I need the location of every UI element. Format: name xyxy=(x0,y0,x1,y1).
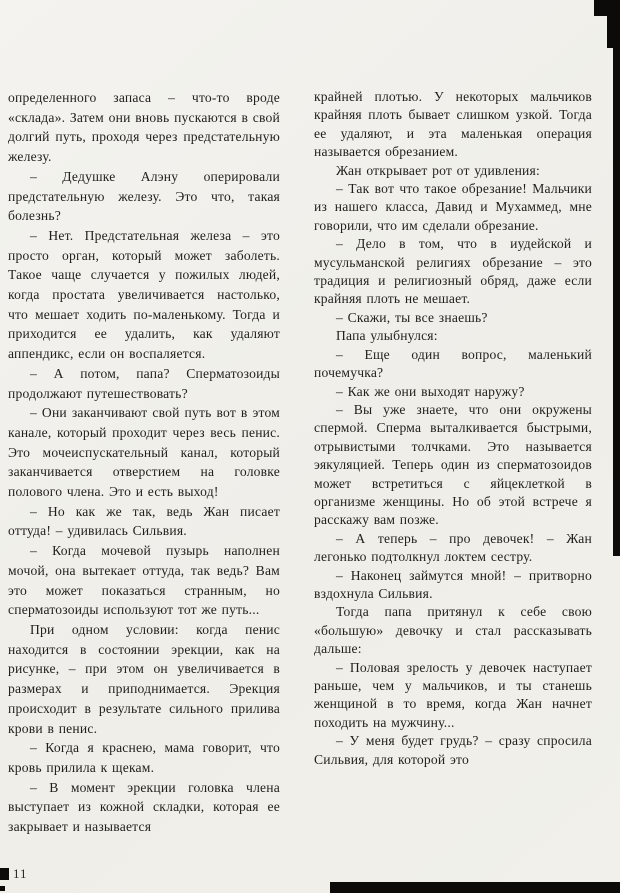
paragraph: – Дело в том, что в иудейской и мусульманской религиях обрезание – это традиция и религиозный обряд, даже если крайняя плоть не мешает. xyxy=(314,236,592,307)
paragraph: – А теперь – про девочек! – Жан легонько подтолкнул локтем сестру. xyxy=(314,530,592,565)
text-column-left xyxy=(8,88,280,837)
paragraph: – Когда я краснею, мама говорит, что кровь прилила к щекам. xyxy=(8,740,280,775)
paragraph: – Когда мочевой пузырь наполнен мочой, она вытекает оттуда, так ведь? Вам это может показаться странным, но сперматозоиды используют тот же путь... xyxy=(8,543,280,618)
scan-artifact-bottom-left-mark xyxy=(0,868,9,880)
paragraph: крайней плотью. У некоторых мальчиков крайняя плоть бывает слишком узкой. Тогда ее удаляют, и эта маленькая операция называется обрезанием. xyxy=(314,89,592,160)
paragraph: Жан открывает рот от удивления: xyxy=(336,162,540,178)
paragraph: – Еще один вопрос, маленький почемучка? xyxy=(314,346,592,381)
paragraph: – В момент эрекции головка члена выступает из кожной складки, которая ее закрывает и называется xyxy=(8,779,280,835)
text-column-right xyxy=(314,88,592,769)
paragraph: – А потом, папа? Сперматозоиды продолжают путешествовать? xyxy=(8,365,280,401)
paragraph: – Вы уже знаете, что они окружены спермой. Сперма выталкивается быстрыми, отрывистыми толчками. Это называется эякуляцией. Теперь один из сперматозоидов может встретиться с яйцеклеткой в организме женщины. Но об этой встрече я расскажу вам позже. xyxy=(314,401,592,528)
scan-artifact-bottom-right-bar xyxy=(330,882,620,893)
paragraph: – Они заканчивают свой путь вот в этом канале, который проходит через весь пенис. Это мочеиспускательный канал, который заканчивается отверстием на головке полового члена. Это и есть выход! xyxy=(8,405,280,500)
paragraph: – Дедушке Алэну оперировали предстательную железу. Это что, такая болезнь? xyxy=(8,168,280,224)
paragraph: определенного запаса – что-то вроде «склада». Затем они вновь пускаются в свой долгий путь, проходя через предстательную железу. xyxy=(8,90,280,165)
paragraph: – Наконец займутся мной! – притворно вздохнула Сильвия. xyxy=(314,567,592,601)
page-number: 11 xyxy=(13,866,28,881)
paragraph: – Как же они выходят наружу? xyxy=(336,383,525,399)
paragraph: Тогда папа притянул к себе свою «большую» девочку и стал рассказывать дальше: xyxy=(314,604,592,657)
paragraph: – Так вот что такое обрезание! Мальчики из нашего класса, Давид и Мухаммед, мне говорили, что им сделали обрезание. xyxy=(314,181,592,233)
scan-artifact-bottom-left-dot xyxy=(0,886,5,891)
paragraph: – Нет. Предстательная железа – это просто орган, который может заболеть. Такое чаще случается у пожилых людей, когда простата увеличивается настолько, что мешает ходить по-маленькому. Тогда и приходится ее удалить, как удаляют аппендикс, если он воспаляется. xyxy=(8,227,280,362)
paragraph: – Половая зрелость у девочек наступает раньше, чем у мальчиков, и ты станешь женщиной в то время, когда Жан начнет походить на мужчину... xyxy=(314,659,592,730)
paragraph: Папа улыбнулся: xyxy=(336,328,438,344)
scan-artifact-top-right-block xyxy=(607,14,620,48)
paragraph: – Скажи, ты все знаешь? xyxy=(336,309,488,325)
scan-artifact-right-edge-bar xyxy=(613,0,620,556)
paragraph: – У меня будет грудь? – сразу спросила Сильвия, для которой это xyxy=(314,733,592,767)
paragraph: При одном условии: когда пенис находится в состоянии эрекции, как на рисунке, – при этом он увеличивается в размерах и приподнимается. Эрекция происходит в результате сильного прилива крови в пенис. xyxy=(8,621,280,736)
paragraph: – Но как же так, ведь Жан писает оттуда! – удивилась Сильвия. xyxy=(8,503,280,539)
